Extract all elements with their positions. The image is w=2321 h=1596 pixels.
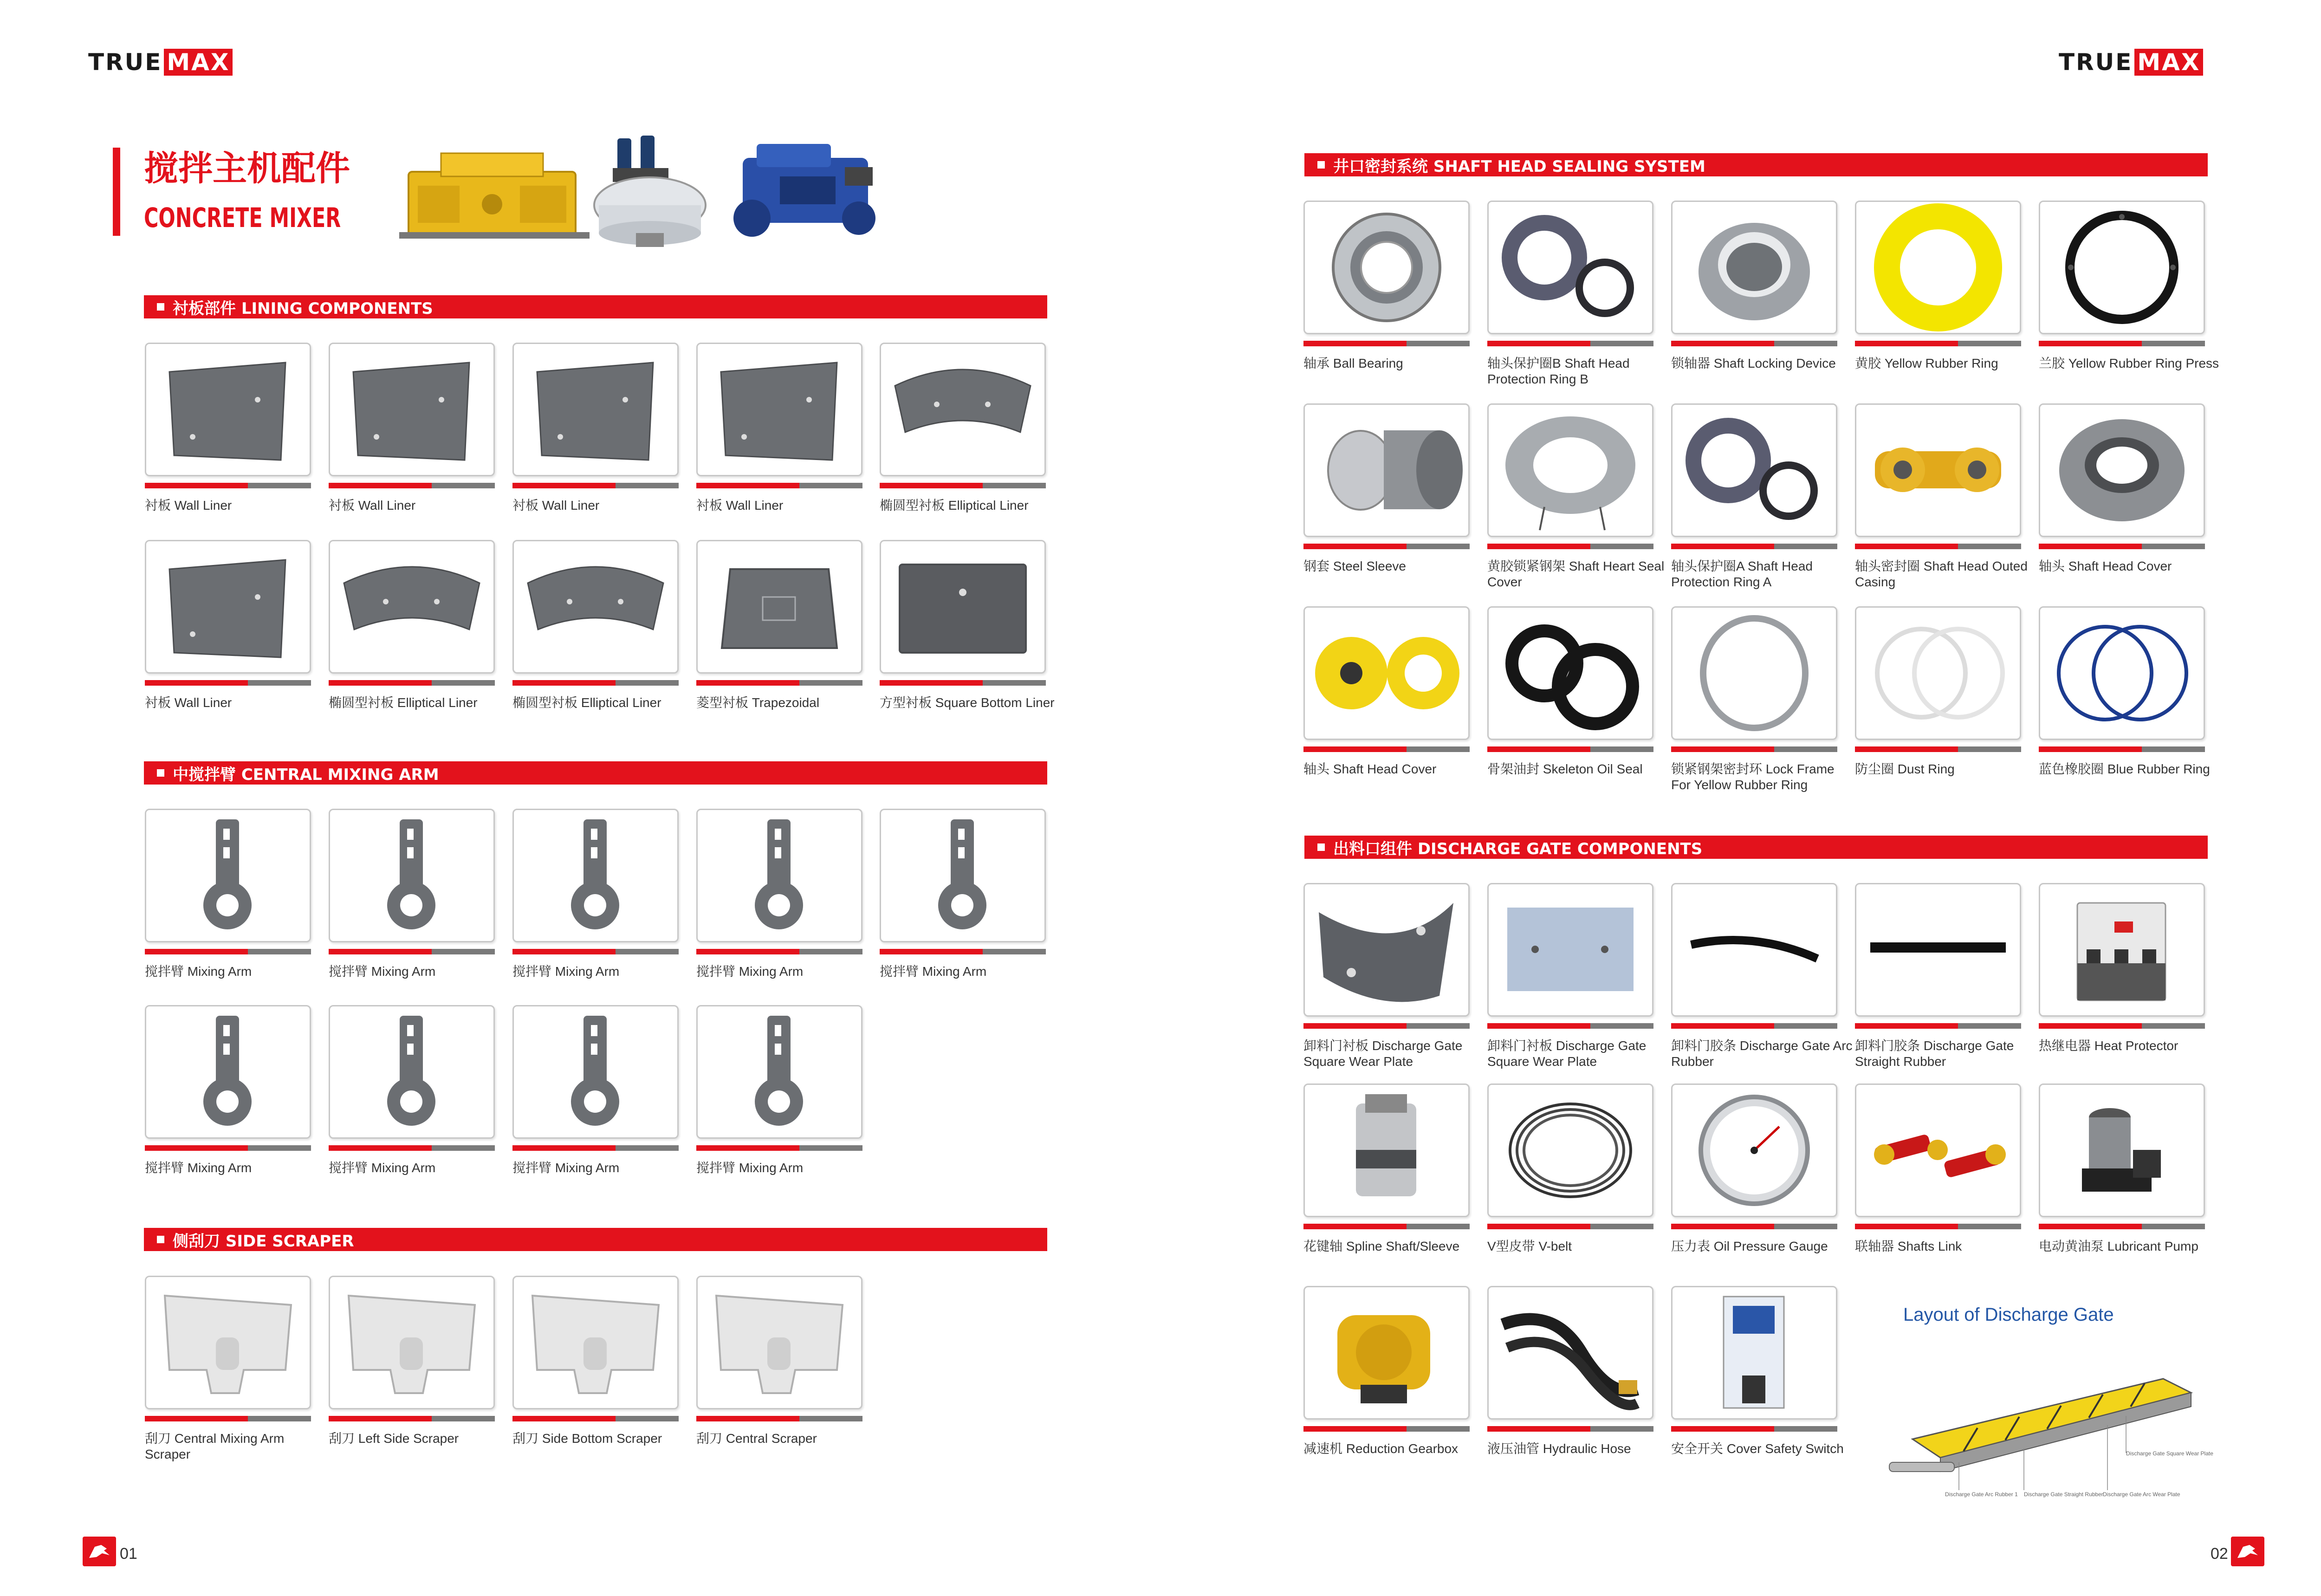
product-underline: [512, 949, 679, 954]
product-underline: [1303, 544, 1470, 549]
product-underline: [329, 949, 495, 954]
product-card[interactable]: [1303, 883, 1470, 1017]
product-underline: [1303, 1426, 1470, 1432]
wall-liner-icon: [146, 344, 310, 475]
shaft-item-label: 骨架油封 Skeleton Oil Seal: [1487, 762, 1643, 776]
product-underline: [2039, 746, 2205, 752]
gate-item-label: 花键轴 Spline Shaft/Sleeve: [1303, 1239, 1460, 1253]
gate-item-label: 卸料门胶条 Discharge Gate Arc Rubber: [1671, 1038, 1853, 1069]
product-underline: [1671, 1426, 1837, 1432]
safety-switch-icon: [1673, 1287, 1836, 1418]
gate-item-label: 液压油管 Hydraulic Hose: [1487, 1441, 1631, 1456]
product-card[interactable]: [696, 1276, 862, 1409]
oil-seal-icon: [1489, 608, 1652, 739]
hose-icon: [1489, 1287, 1652, 1418]
split-ring-icon: [1673, 405, 1836, 536]
scraper-item-label: 刮刀 Side Bottom Scraper: [512, 1431, 662, 1446]
product-underline: [145, 680, 311, 686]
mixer-machine-blue-image: [724, 139, 882, 246]
product-card[interactable]: [880, 540, 1046, 674]
product-underline: [512, 1145, 679, 1151]
product-underline: [512, 1416, 679, 1421]
section-header-arm: [144, 761, 1047, 785]
product-card[interactable]: [696, 540, 862, 674]
arm-item-label: 搅拌臂 Mixing Arm: [512, 1161, 620, 1175]
arm-item-label: 搅拌臂 Mixing Arm: [696, 964, 804, 979]
shaft-item-label: 锁紧钢架密封环 Lock Frame For Yellow Rubber Ring: [1671, 762, 1835, 792]
product-card[interactable]: [329, 1005, 495, 1139]
page-brand-icon-left: [83, 1537, 116, 1566]
wall-liner-icon: [514, 344, 677, 475]
blue-ring-icon: [2040, 608, 2204, 739]
product-card[interactable]: [1671, 1286, 1837, 1420]
product-card[interactable]: [1487, 1286, 1653, 1420]
page-number-right: 02: [2211, 1545, 2228, 1563]
product-card[interactable]: [145, 1005, 311, 1139]
mixer-machine-planetary-image: [590, 136, 710, 249]
product-underline: [1671, 1023, 1837, 1029]
product-underline: [1487, 544, 1653, 549]
scraper-item-label: 刮刀 Central Scraper: [696, 1431, 817, 1446]
product-underline: [1855, 1224, 2021, 1229]
product-card[interactable]: [880, 809, 1046, 942]
product-card[interactable]: [329, 809, 495, 942]
product-underline: [145, 1416, 311, 1421]
product-underline: [329, 680, 495, 686]
product-underline: [1855, 1023, 2021, 1029]
v-belt-icon: [1489, 1085, 1652, 1216]
scraper-icon: [330, 1277, 493, 1408]
product-underline: [512, 483, 679, 488]
shaft-item-label: 蓝色橡胶圈 Blue Rubber Ring: [2039, 762, 2210, 776]
lining-item-label: 衬板 Wall Liner: [145, 695, 232, 710]
product-card[interactable]: [512, 809, 679, 942]
section-bullet: [1317, 843, 1325, 851]
mixing-arm-icon: [881, 810, 1044, 941]
mixing-arm-icon: [698, 1006, 861, 1137]
product-card[interactable]: [1487, 606, 1653, 740]
product-underline: [329, 483, 495, 488]
product-underline: [2039, 341, 2205, 346]
section-bullet: [1317, 161, 1325, 169]
elliptical-liner-icon: [514, 541, 677, 672]
scraper-icon: [698, 1277, 861, 1408]
gate-item-label: 减速机 Reduction Gearbox: [1303, 1441, 1459, 1456]
product-underline: [1487, 341, 1653, 346]
product-card[interactable]: [2039, 1083, 2205, 1217]
product-underline: [696, 949, 862, 954]
shaft-item-label: 黄胶锁紧钢架 Shaft Heart Seal Cover: [1487, 559, 1665, 589]
gate-item-label: 压力表 Oil Pressure Gauge: [1671, 1239, 1828, 1253]
hero-title-en: CONCRETE MIXER: [144, 202, 341, 234]
product-underline: [1855, 544, 2021, 549]
bearing-icon: [1305, 202, 1468, 333]
product-card[interactable]: [1487, 883, 1653, 1017]
gate-item-label: 电动黄油泵 Lubricant Pump: [2039, 1239, 2198, 1253]
product-underline: [512, 680, 679, 686]
product-card[interactable]: [145, 540, 311, 674]
product-card[interactable]: [2039, 883, 2205, 1017]
product-underline: [880, 949, 1046, 954]
product-card[interactable]: [1671, 403, 1837, 537]
gate-item-label: 联轴器 Shafts Link: [1855, 1239, 1962, 1253]
product-card[interactable]: [2039, 403, 2205, 537]
lining-item-label: 衬板 Wall Liner: [696, 498, 784, 513]
section-title: 井口密封系统 SHAFT HEAD SEALING SYSTEM: [1333, 157, 1705, 176]
layout-label-square-wear-plate: Discharge Gate Square Wear Plate: [2126, 1450, 2213, 1457]
product-underline: [1671, 1224, 1837, 1229]
section-header-shaft: [1304, 153, 2208, 176]
section-title: 中搅拌臂 CENTRAL MIXING ARM: [173, 765, 439, 784]
brand-name-true: TRUE: [2059, 49, 2133, 76]
product-card[interactable]: [145, 343, 311, 476]
product-card[interactable]: [1855, 883, 2021, 1017]
product-card[interactable]: [696, 1005, 862, 1139]
product-card[interactable]: [512, 1005, 679, 1139]
product-underline: [1487, 1426, 1653, 1432]
product-card[interactable]: [1303, 403, 1470, 537]
section-bullet: [157, 1236, 164, 1243]
page-brand-icon-right: [2231, 1537, 2264, 1566]
product-underline: [696, 483, 862, 488]
wall-liner-icon: [146, 541, 310, 672]
product-card[interactable]: [1487, 1083, 1653, 1217]
product-underline: [1303, 1023, 1470, 1029]
section-header-lining: [144, 295, 1047, 318]
split-ring-icon: [1489, 202, 1652, 333]
shaft-item-label: 锁轴器 Shaft Locking Device: [1671, 356, 1836, 370]
scraper-icon: [514, 1277, 677, 1408]
product-card[interactable]: [1671, 883, 1837, 1017]
locking-device-icon: [1673, 202, 1836, 333]
product-underline: [145, 1145, 311, 1151]
shaft-item-label: 轴头保护圈A Shaft Head Protection Ring A: [1671, 559, 1813, 589]
product-card[interactable]: [696, 809, 862, 942]
casing-icon: [1856, 405, 2020, 536]
product-underline: [1487, 746, 1653, 752]
product-card[interactable]: [2039, 201, 2205, 334]
product-card[interactable]: [329, 540, 495, 674]
brand-name-max: MAX: [164, 49, 233, 76]
mixing-arm-icon: [330, 810, 493, 941]
product-card[interactable]: [512, 1276, 679, 1409]
product-underline: [145, 949, 311, 954]
lining-item-label: 衬板 Wall Liner: [512, 498, 600, 513]
layout-label-straight-rubber: Discharge Gate Straight Rubber: [2024, 1491, 2103, 1498]
product-card[interactable]: [145, 809, 311, 942]
product-underline: [2039, 1023, 2205, 1029]
product-card[interactable]: [880, 343, 1046, 476]
layout-diagram-title: Layout of Discharge Gate: [1903, 1304, 2114, 1325]
section-title: 侧刮刀 SIDE SCRAPER: [173, 1232, 354, 1251]
gate-item-label: 安全开关 Cover Safety Switch: [1671, 1441, 1844, 1456]
wear-plate-blue-icon: [1489, 884, 1652, 1015]
yellow-cover-icon: [1305, 608, 1468, 739]
page-number-left: 01: [120, 1545, 137, 1563]
product-underline: [329, 1145, 495, 1151]
gate-item-label: V型皮带 V-belt: [1487, 1239, 1572, 1253]
product-card[interactable]: [1303, 1286, 1470, 1420]
product-underline: [2039, 1224, 2205, 1229]
layout-label-arc-rubber-1: Discharge Gate Arc Rubber 1: [1945, 1491, 2018, 1498]
product-card[interactable]: [1855, 403, 2021, 537]
section-header-gate: [1304, 836, 2208, 859]
section-bullet: [157, 769, 164, 777]
product-underline: [696, 680, 862, 686]
shaft-item-label: 黄胶 Yellow Rubber Ring: [1855, 356, 1998, 370]
shaft-item-label: 防尘圈 Dust Ring: [1855, 762, 1955, 776]
product-underline: [1671, 341, 1837, 346]
layout-label-arc-wear-plate: Discharge Gate Arc Wear Plate: [2103, 1491, 2180, 1498]
arm-item-label: 搅拌臂 Mixing Arm: [145, 964, 252, 979]
shaft-item-label: 轴头保护圈B Shaft Head Protection Ring B: [1487, 356, 1630, 386]
product-underline: [1855, 341, 2021, 346]
product-card[interactable]: [1303, 1083, 1470, 1217]
product-card[interactable]: [329, 1276, 495, 1409]
spline-shaft-icon: [1305, 1085, 1468, 1216]
brand-name-max: MAX: [2134, 49, 2203, 76]
heat-protector-icon: [2040, 884, 2204, 1015]
wall-liner-icon: [330, 344, 493, 475]
brand-logo-right: [2059, 48, 2203, 76]
brand-name-true: TRUE: [88, 49, 162, 76]
product-underline: [1487, 1023, 1653, 1029]
shaft-item-label: 轴头密封圈 Shaft Head Outed Casing: [1855, 559, 2028, 589]
arm-item-label: 搅拌臂 Mixing Arm: [512, 964, 620, 979]
trapezoidal-liner-icon: [698, 541, 861, 672]
arm-item-label: 搅拌臂 Mixing Arm: [145, 1161, 252, 1175]
product-underline: [696, 1416, 862, 1421]
section-title: 衬板部件 LINING COMPONENTS: [173, 299, 433, 318]
mixer-machine-yellow-image: [399, 139, 594, 246]
product-card[interactable]: [1303, 201, 1470, 334]
product-card[interactable]: [512, 343, 679, 476]
product-underline: [145, 483, 311, 488]
lining-item-label: 衬板 Wall Liner: [329, 498, 416, 513]
product-card[interactable]: [1487, 403, 1653, 537]
arm-item-label: 搅拌臂 Mixing Arm: [696, 1161, 804, 1175]
mixing-arm-icon: [146, 1006, 310, 1137]
lining-item-label: 椭圆型衬板 Elliptical Liner: [329, 695, 478, 710]
product-card[interactable]: [329, 343, 495, 476]
elliptical-liner-icon: [881, 344, 1044, 475]
product-underline: [1855, 746, 2021, 752]
wear-plate-icon: [1305, 884, 1468, 1015]
hero-accent-bar: [113, 148, 120, 236]
head-cover-icon: [2040, 405, 2204, 536]
yellow-ring-icon: [1856, 202, 2020, 333]
mixing-arm-icon: [514, 1006, 677, 1137]
product-underline: [1303, 1224, 1470, 1229]
scraper-item-label: 刮刀 Left Side Scraper: [329, 1431, 459, 1446]
product-card[interactable]: [1671, 1083, 1837, 1217]
arc-rubber-icon: [1673, 884, 1836, 1015]
brand-logo-left: [88, 48, 233, 76]
product-card[interactable]: [1855, 606, 2021, 740]
product-underline: [1303, 746, 1470, 752]
discharge-gate-layout-diagram: [1885, 1337, 2213, 1504]
product-underline: [1671, 544, 1837, 549]
product-underline: [1487, 1224, 1653, 1229]
product-underline: [696, 1145, 862, 1151]
thin-ring-icon: [1673, 608, 1836, 739]
arm-item-label: 搅拌臂 Mixing Arm: [329, 964, 436, 979]
section-bullet: [157, 303, 164, 311]
lining-item-label: 衬板 Wall Liner: [145, 498, 232, 513]
product-card[interactable]: [145, 1276, 311, 1409]
shaft-item-label: 钢套 Steel Sleeve: [1303, 559, 1406, 573]
arm-item-label: 搅拌臂 Mixing Arm: [880, 964, 987, 979]
arm-item-label: 搅拌臂 Mixing Arm: [329, 1161, 436, 1175]
gate-item-label: 卸料门衬板 Discharge Gate Square Wear Plate: [1487, 1038, 1647, 1069]
shaft-item-label: 轴承 Ball Bearing: [1303, 356, 1403, 370]
lining-item-label: 椭圆型衬板 Elliptical Liner: [512, 695, 661, 710]
pump-icon: [2040, 1085, 2204, 1216]
mixing-arm-icon: [146, 810, 310, 941]
shaft-item-label: 轴头 Shaft Head Cover: [2039, 559, 2172, 573]
gate-item-label: 卸料门衬板 Discharge Gate Square Wear Plate: [1303, 1038, 1463, 1069]
product-card[interactable]: [1303, 606, 1470, 740]
product-underline: [329, 1416, 495, 1421]
dust-ring-icon: [1856, 608, 2020, 739]
square-liner-icon: [881, 541, 1044, 672]
shaft-item-label: 兰胶 Yellow Rubber Ring Press: [2039, 356, 2219, 370]
product-card[interactable]: [1671, 201, 1837, 334]
elliptical-liner-icon: [330, 541, 493, 672]
lining-item-label: 菱型衬板 Trapezoidal: [696, 695, 820, 710]
product-underline: [2039, 544, 2205, 549]
mixing-arm-icon: [514, 810, 677, 941]
wall-liner-icon: [698, 344, 861, 475]
shaft-item-label: 轴头 Shaft Head Cover: [1303, 762, 1437, 776]
scraper-item-label: 刮刀 Central Mixing Arm Scraper: [145, 1431, 285, 1461]
product-card[interactable]: [1855, 201, 2021, 334]
product-card[interactable]: [512, 540, 679, 674]
sleeve-icon: [1305, 405, 1468, 536]
scraper-icon: [146, 1277, 310, 1408]
product-underline: [880, 680, 1046, 686]
lining-item-label: 椭圆型衬板 Elliptical Liner: [880, 498, 1029, 513]
product-card[interactable]: [1487, 201, 1653, 334]
seal-cover-icon: [1489, 405, 1652, 536]
shafts-link-icon: [1856, 1085, 2020, 1216]
mixing-arm-icon: [698, 810, 861, 941]
product-card[interactable]: [2039, 606, 2205, 740]
product-card[interactable]: [1855, 1083, 2021, 1217]
gate-item-label: 卸料门胶条 Discharge Gate Straight Rubber: [1855, 1038, 2014, 1069]
product-card[interactable]: [696, 343, 862, 476]
black-ring-icon: [2040, 202, 2204, 333]
product-underline: [1303, 341, 1470, 346]
hero-title-cn: 搅拌主机配件: [144, 149, 350, 188]
section-header-scraper: [144, 1228, 1047, 1251]
product-underline: [880, 483, 1046, 488]
lining-item-label: 方型衬板 Square Bottom Liner: [880, 695, 1055, 710]
gate-item-label: 热继电器 Heat Protector: [2039, 1038, 2178, 1053]
mixing-arm-icon: [330, 1006, 493, 1137]
straight-rubber-icon: [1856, 884, 2020, 1015]
gauge-icon: [1673, 1085, 1836, 1216]
gearbox-icon: [1305, 1287, 1468, 1418]
section-title: 出料口组件 DISCHARGE GATE COMPONENTS: [1333, 839, 1703, 858]
product-underline: [1671, 746, 1837, 752]
product-card[interactable]: [1671, 606, 1837, 740]
